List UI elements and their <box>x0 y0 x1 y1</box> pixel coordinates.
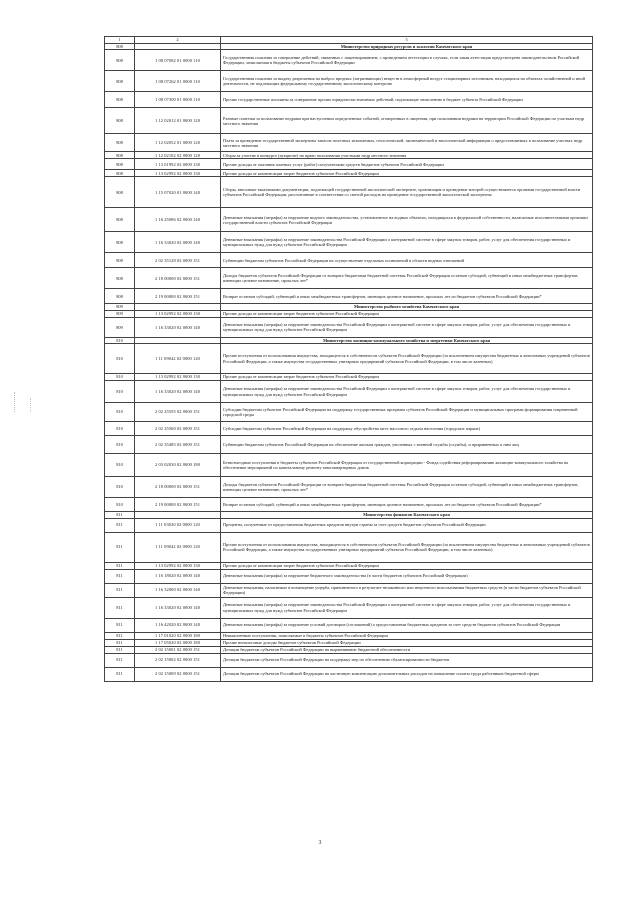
kbk-code-cell: 1 13 02992 02 0000 130 <box>135 310 221 317</box>
admin-code-cell: 808 <box>105 208 135 232</box>
admin-code-cell: 811 <box>105 512 135 518</box>
kbk-code-cell: 1 16 33020 02 0000 140 <box>135 232 221 253</box>
revenue-name-cell: Денежные взыскания (штрафы) за нарушение бюджетного законодательства (в части бюджетов субъектов Российской Федерации) <box>221 569 593 583</box>
kbk-code-cell: 2 02 15002 02 0000 151 <box>135 653 221 667</box>
kbk-code-cell: 2 19 00000 02 0000 151 <box>135 289 221 304</box>
kbk-code-cell: 1 11 09042 02 0000 120 <box>135 532 221 562</box>
admin-code-cell: 811 <box>105 653 135 667</box>
kbk-code-cell: 2 19 00000 02 0000 151 <box>135 498 221 512</box>
revenue-name-cell: Денежные взыскания, налагаемые в возмещение ущерба, причиненного в результате незаконного или нецелевого использования бюджетных средств (в части бюджетов субъектов Российской Федерации) <box>221 583 593 597</box>
admin-code-cell: 811 <box>105 569 135 583</box>
kbk-code-cell: 1 13 02992 02 0000 130 <box>135 562 221 569</box>
admin-code-cell: 810 <box>105 436 135 454</box>
column-header: 2 <box>135 37 221 44</box>
revenue-name-cell: Дотации бюджетам субъектов Российской Федерации на выравнивание бюджетной обеспеченности <box>221 646 593 653</box>
admin-code-cell: 811 <box>105 618 135 632</box>
admin-code-cell: 808 <box>105 232 135 253</box>
admin-code-cell: 808 <box>105 134 135 152</box>
kbk-code-cell: 1 17 05020 02 0000 180 <box>135 639 221 646</box>
admin-code-cell: 808 <box>105 170 135 177</box>
table-row <box>105 374 593 381</box>
admin-code-cell: 810 <box>105 403 135 422</box>
admin-code-cell: 811 <box>105 562 135 569</box>
admin-code-cell: 810 <box>105 381 135 403</box>
admin-code-cell: 808 <box>105 50 135 71</box>
table-row <box>105 310 593 317</box>
kbk-code-cell: 1 11 09042 02 0000 120 <box>135 344 221 374</box>
revenue-name-cell: Субсидии бюджетам субъектов Российской Федерации на поддержку обустройства мест массового отдыха населения (городских парков) <box>221 422 593 436</box>
kbk-code-cell: 1 08 07300 01 0000 110 <box>135 92 221 108</box>
page-number: 3 <box>318 840 322 846</box>
revenue-name-cell: Денежные взыскания (штрафы) за нарушение законодательства Российской Федерации о контрактной системе в сфере закупок товаров, работ, услуг для обеспечения государственных и муниципальных нужд для нужд субъектов Российской Федерации <box>221 381 593 403</box>
revenue-name-cell: Денежные взыскания (штрафы) за нарушение законодательства Российской Федерации о контрактной системе в сфере закупок товаров, работ, услуг для обеспечения государственных и муниципальных нужд для нужд субъектов Российской Федерации <box>221 597 593 618</box>
table-row <box>105 597 593 618</box>
revenue-name-cell: Невыясненные поступления, зачисляемые в бюджеты субъектов Российской Федерации <box>221 632 593 639</box>
admin-code-cell: 810 <box>105 344 135 374</box>
revenue-name-cell: Прочие государственные пошлины за совершение прочих юридически значимых действий, подлежащие зачислению в бюджет субъекта Российской Федерации <box>221 92 593 108</box>
revenue-name-cell: Доходы бюджетов субъектов Российской Федерации от возврата бюджетами бюджетной системы Российской Федерации остатков субсидий, субвенций и иных межбюджетных трансфертов, имеющих целевое назначение, прошлых лет* <box>221 477 593 498</box>
table-row <box>105 667 593 681</box>
table-row <box>105 108 593 134</box>
revenue-name-cell: Государственная пошлина за совершение действий, связанных с лицензированием, с проведением аттестации в случаях, если такая аттестация предусмотрена законодательством Российской Федерации, зачисляемая в бюджеты субъектов Российской Федерации <box>221 50 593 71</box>
revenue-name-cell: Прочие доходы от компенсации затрат бюджетов субъектов Российской Федерации <box>221 310 593 317</box>
scan-artifact <box>30 398 41 412</box>
kbk-code-cell: 1 16 42020 02 0000 140 <box>135 618 221 632</box>
revenue-name-cell: Дотации бюджетам субъектов Российской Федерации на поддержку мер по обеспечению сбалансированности бюджетов <box>221 653 593 667</box>
table-row <box>105 177 593 208</box>
admin-code-cell: 811 <box>105 639 135 646</box>
table-row <box>105 569 593 583</box>
column-header: 1 <box>105 37 135 44</box>
kbk-code-cell: 1 16 18020 02 0000 140 <box>135 569 221 583</box>
table-row <box>105 152 593 159</box>
admin-code-cell: 810 <box>105 337 135 343</box>
table-row <box>105 317 593 337</box>
kbk-code-cell: 1 12 02052 01 0000 120 <box>135 134 221 152</box>
table-row <box>105 253 593 268</box>
revenue-codes-table <box>104 36 593 682</box>
table-row <box>105 134 593 152</box>
kbk-code-cell: 1 11 03020 02 0000 120 <box>135 518 221 532</box>
table-row <box>105 71 593 92</box>
table-row <box>105 498 593 512</box>
kbk-code-cell: 1 16 32000 02 0000 140 <box>135 583 221 597</box>
admin-code-cell: 808 <box>105 152 135 159</box>
kbk-code-cell: 2 03 02030 02 0000 180 <box>135 454 221 477</box>
revenue-name-cell: Министерство рыбного хозяйства Камчатского края <box>221 304 593 310</box>
revenue-name-cell: Министерство природных ресурсов и экологии Камчатского края <box>221 44 593 50</box>
revenue-name-cell: Субсидии бюджетам субъектов Российской Федерации на поддержку государственных программ субъектов Российской Федерации и муниципальных программ формирования современной городской среды <box>221 403 593 422</box>
kbk-code-cell: 1 16 33020 02 0000 140 <box>135 317 221 337</box>
admin-code-cell: 811 <box>105 646 135 653</box>
table-header-row <box>105 37 593 44</box>
revenue-name-cell: Возврат остатков субсидий, субвенций и иных межбюджетных трансфертов, имеющих целевое назначение, прошлых лет из бюджетов субъектов Российской Федерации* <box>221 289 593 304</box>
kbk-code-cell: 1 15 07020 01 0000 140 <box>135 177 221 208</box>
kbk-code-cell: 1 16 33020 02 0000 140 <box>135 381 221 403</box>
admin-code-cell: 808 <box>105 253 135 268</box>
revenue-name-cell: Прочие неналоговые доходы бюджетов субъектов Российской Федерации <box>221 639 593 646</box>
table-row <box>105 403 593 422</box>
admin-code-cell: 808 <box>105 289 135 304</box>
kbk-code-cell: 1 13 02992 02 0000 130 <box>135 374 221 381</box>
admin-code-cell: 808 <box>105 71 135 92</box>
revenue-name-cell: Денежные взыскания (штрафы) за нарушение условий договоров (соглашений) о предоставлении бюджетных кредитов за счет средств бюджетов субъектов Российской Федерации <box>221 618 593 632</box>
admin-code-cell: 811 <box>105 518 135 532</box>
admin-code-cell: 811 <box>105 583 135 597</box>
revenue-name-cell: Дотации бюджетам субъектов Российской Федерации на частичную компенсацию дополнительных расходов на повышение оплаты труда работников бюджетной сферы <box>221 667 593 681</box>
admin-code-cell: 810 <box>105 454 135 477</box>
revenue-name-cell: Субвенции бюджетам субъектов Российской Федерации на осуществление отдельных полномочий в области водных отношений <box>221 253 593 268</box>
admin-code-cell: 808 <box>105 108 135 134</box>
table-row <box>105 289 593 304</box>
kbk-code-cell: 2 02 25560 02 0000 151 <box>135 422 221 436</box>
table-row <box>105 50 593 71</box>
revenue-name-cell: Сборы, вносимые заказчиками документации, подлежащей государственной экологической экспертизе, организация и проведение которой осуществляются органами государственной власти субъектов Российской Федерации, рассчитанные в соответствии со сметой расходов на проведение государственной экологической экспертизы <box>221 177 593 208</box>
table-row <box>105 208 593 232</box>
kbk-code-cell: 1 16 25086 02 0000 140 <box>135 208 221 232</box>
admin-code-cell: 811 <box>105 632 135 639</box>
table-row <box>105 653 593 667</box>
revenue-name-cell: Субвенции бюджетам субъектов Российской Федерации на обеспечение жильем граждан, уволенных с военной службы (службы), и приравненных к ним лиц <box>221 436 593 454</box>
table-row <box>105 562 593 569</box>
revenue-name-cell: Прочие доходы от компенсации затрат бюджетов субъектов Российской Федерации <box>221 374 593 381</box>
revenue-name-cell: Министерство жилищно-коммунального хозяйства и энергетики Камчатского края <box>221 337 593 343</box>
table-row <box>105 477 593 498</box>
table-row <box>105 232 593 253</box>
table-row <box>105 159 593 170</box>
kbk-code-cell: 1 12 02012 01 0000 120 <box>135 108 221 134</box>
revenue-name-cell: Прочие поступления от использования имущества, находящегося в собственности субъектов Российской Федерации (за исключением имущества бюджетных и автономных учреждений субъектов Российской Федерации, а также имущества государственных унитарных предприятий субъектов Российской Федерации, в том числе казенных) <box>221 532 593 562</box>
admin-code-cell: 809 <box>105 304 135 310</box>
table-row <box>105 646 593 653</box>
revenue-name-cell: Прочие доходы от компенсации затрат бюджетов субъектов Российской Федерации <box>221 562 593 569</box>
kbk-code-cell: 2 02 35128 02 0000 151 <box>135 253 221 268</box>
table-row <box>105 639 593 646</box>
admin-code-cell: 808 <box>105 268 135 289</box>
revenue-name-cell: Прочие доходы от оказания платных услуг (работ) получателями средств бюджетов субъектов Российской Федерации <box>221 159 593 170</box>
kbk-code-cell: 1 13 02992 02 0000 130 <box>135 170 221 177</box>
table-row <box>105 518 593 532</box>
revenue-name-cell: Денежные взыскания (штрафы) за нарушение водного законодательства, установленное на водных объектах, находящихся в федеральной собственности, налагаемые исполнительными органами государственной власти субъектов Российской Федерации <box>221 208 593 232</box>
revenue-name-cell: Безвозмездные поступления в бюджеты субъектов Российской Федерации от государственной корпорации - Фонда содействия реформированию жилищно-коммунального хозяйства на обеспечение мероприятий по капитальному ремонту многоквартирных домов <box>221 454 593 477</box>
revenue-name-cell: Проценты, полученные от предоставления бюджетных кредитов внутри страны за счет средств бюджетов субъектов Российской Федерации <box>221 518 593 532</box>
table-row <box>105 344 593 374</box>
kbk-code-cell: 1 16 33020 02 0000 140 <box>135 597 221 618</box>
kbk-code-cell: 1 13 01992 02 0000 130 <box>135 159 221 170</box>
revenue-name-cell: Министерство финансов Камчатского края <box>221 512 593 518</box>
revenue-name-cell: Прочие поступления от использования имущества, находящегося в собственности субъектов Российской Федерации (за исключением имущества бюджетных и автономных учреждений субъектов Российской Федерации, а также имущества государственных унитарных предприятий субъектов Российской Федерации, в том числе казенных) <box>221 344 593 374</box>
admin-code-cell: 808 <box>105 159 135 170</box>
admin-code-cell: 809 <box>105 317 135 337</box>
kbk-code-cell: 2 02 25555 02 0000 151 <box>135 403 221 422</box>
revenue-name-cell: Разовые платежи за пользование недрами при наступлении определенных событий, оговоренных в лицензии, при пользовании недрами на территории Российской Федерации по участкам недр местного значения <box>221 108 593 134</box>
kbk-code-cell: 2 18 00000 02 0000 151 <box>135 268 221 289</box>
revenue-name-cell: Денежные взыскания (штрафы) за нарушение законодательства Российской Федерации о контрактной системе в сфере закупок товаров, работ, услуг для обеспечения государственных и муниципальных нужд для нужд субъектов Российской Федерации <box>221 232 593 253</box>
table-row <box>105 381 593 403</box>
admin-code-cell: 811 <box>105 597 135 618</box>
admin-code-cell: 810 <box>105 498 135 512</box>
kbk-code-cell: 2 18 00000 02 0000 151 <box>135 477 221 498</box>
table-row <box>105 422 593 436</box>
admin-code-cell: 811 <box>105 667 135 681</box>
kbk-code-cell: 2 02 15001 02 0000 151 <box>135 646 221 653</box>
revenue-name-cell: Сборы за участие в конкурсе (аукционе) на право пользования участками недр местного значения <box>221 152 593 159</box>
table-row <box>105 532 593 562</box>
admin-code-cell: 810 <box>105 374 135 381</box>
admin-code-cell: 810 <box>105 477 135 498</box>
table-row <box>105 92 593 108</box>
kbk-code-cell: 1 08 07082 01 0000 110 <box>135 50 221 71</box>
kbk-code-cell: 1 08 07262 01 0000 110 <box>135 71 221 92</box>
table-row <box>105 268 593 289</box>
table-row <box>105 583 593 597</box>
table-row <box>105 618 593 632</box>
column-header: 3 <box>221 37 593 44</box>
revenue-name-cell: Доходы бюджетов субъектов Российской Федерации от возврата бюджетами бюджетной системы Российской Федерации остатков субсидий, субвенций и иных межбюджетных трансфертов, имеющих целевое назначение, прошлых лет* <box>221 268 593 289</box>
kbk-code-cell: 2 02 35485 02 0000 151 <box>135 436 221 454</box>
table-row <box>105 436 593 454</box>
admin-code-cell: 809 <box>105 310 135 317</box>
revenue-name-cell: Плата за проведение государственной экспертизы запасов полезных ископаемых, геологической, экономической и экологической информации о предоставляемых в пользование участках недр местного значения <box>221 134 593 152</box>
revenue-name-cell: Прочие доходы от компенсации затрат бюджетов субъектов Российской Федерации <box>221 170 593 177</box>
kbk-code-cell: 1 17 01020 02 0000 180 <box>135 632 221 639</box>
table-row <box>105 170 593 177</box>
admin-code-cell: 810 <box>105 422 135 436</box>
table-row <box>105 632 593 639</box>
admin-code-cell: 808 <box>105 177 135 208</box>
kbk-code-cell: 1 12 02102 02 0000 120 <box>135 152 221 159</box>
admin-code-cell: 808 <box>105 44 135 50</box>
kbk-code-cell: 2 02 15009 02 0000 151 <box>135 667 221 681</box>
revenue-name-cell: Денежные взыскания (штрафы) за нарушение законодательства Российской Федерации о контрактной системе в сфере закупок товаров, работ, услуг для обеспечения государственных и муниципальных нужд для нужд субъектов Российской Федерации <box>221 317 593 337</box>
admin-code-cell: 811 <box>105 532 135 562</box>
admin-code-cell: 808 <box>105 92 135 108</box>
table-row <box>105 454 593 477</box>
table-body <box>105 44 593 682</box>
revenue-name-cell: Государственная пошлина за выдачу разрешения на выброс вредных (загрязняющих) веществ в атмосферный воздух стационарных источников, находящихся на объектах хозяйственной и иной деятельности, не подлежащих федеральному государственному экологическому контролю <box>221 71 593 92</box>
revenue-name-cell: Возврат остатков субсидий, субвенций и иных межбюджетных трансфертов, имеющих целевое назначение, прошлых лет из бюджетов субъектов Российской Федерации* <box>221 498 593 512</box>
scan-artifact <box>14 392 24 412</box>
